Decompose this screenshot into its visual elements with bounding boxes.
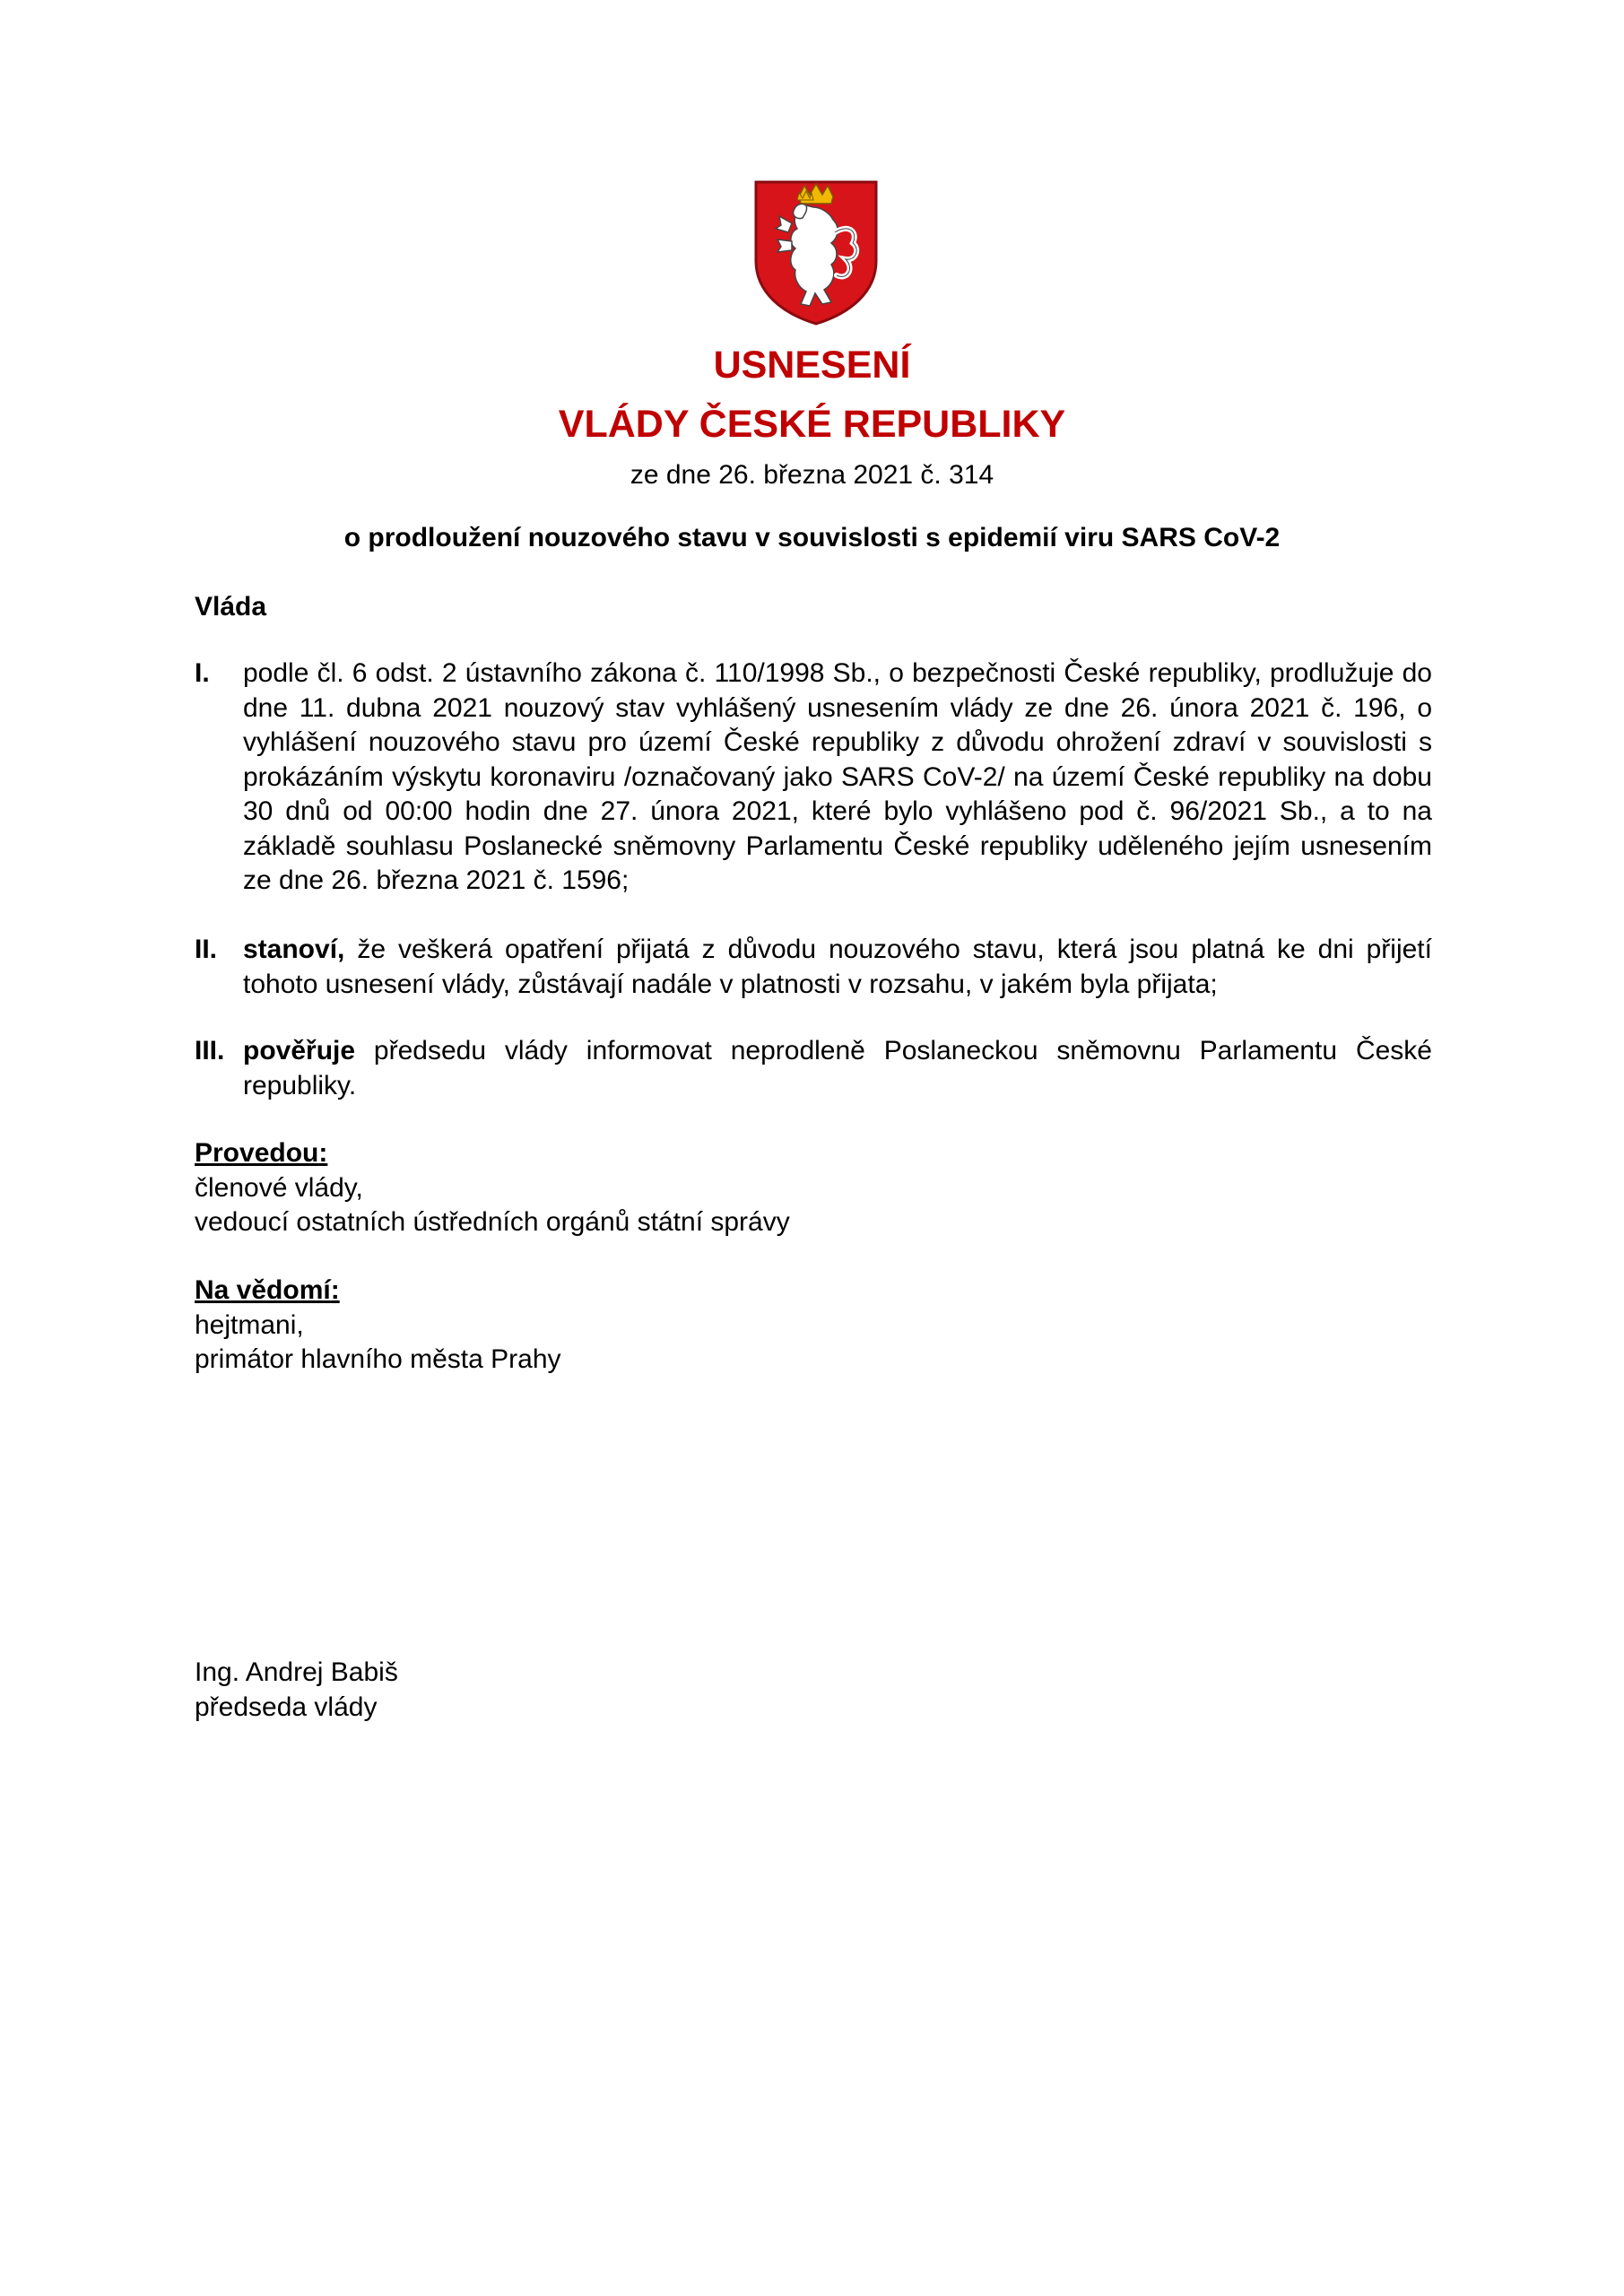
item-text: že veškerá opatření přijatá z důvodu nouzového stavu, která jsou platná ke dni přijetí tohoto usnesení vlády, zůstávají nadále v platnosti v rozsahu, v jakém byla přijata;: [243, 935, 1432, 999]
notice-heading-colon: :: [330, 1275, 340, 1305]
resolution-lead: Vláda: [195, 592, 267, 622]
notice-heading: [195, 1274, 561, 1309]
execution-block: [195, 1136, 790, 1240]
signatory-name: Ing. Andrej Babiš: [195, 1657, 398, 1687]
notice-block: [195, 1274, 561, 1378]
document-title: USNESENÍ: [713, 344, 911, 387]
item-verb: pověřuje: [243, 1036, 356, 1065]
signature-block: [195, 1656, 398, 1725]
document-subtitle: VLÁDY ČESKÉ REPUBLIKY: [558, 403, 1066, 446]
czech-coat-of-arms-icon: [752, 178, 880, 327]
execution-heading-colon: :: [318, 1138, 328, 1168]
resolution-item-3: [195, 1034, 1432, 1103]
notice-heading-text: Na vědomí: [195, 1275, 331, 1305]
item-body: [243, 1034, 1432, 1103]
execution-heading: [195, 1136, 790, 1171]
notice-line: hejtmani,: [195, 1309, 304, 1340]
item-number: I.: [195, 658, 210, 688]
item-text: předsedu vlády informovat neprodleně Poslaneckou sněmovnu Parlamentu České republiky.: [243, 1036, 1432, 1100]
item-verb: stanoví,: [243, 935, 345, 964]
item-body: [243, 933, 1432, 1002]
resolution-subject: o prodloužení nouzového stavu v souvislosti s epidemií viru SARS CoV-2: [343, 523, 1281, 552]
execution-heading-text: Provedou: [195, 1138, 319, 1168]
execution-line: vedoucí ostatních ústředních orgánů státní správy: [195, 1207, 790, 1237]
resolution-item-1: [195, 657, 1432, 899]
notice-line: primátor hlavního města Prahy: [195, 1344, 561, 1374]
resolution-item-2: [195, 933, 1432, 1002]
signatory-role: předseda vlády: [195, 1692, 378, 1722]
item-body: [243, 657, 1432, 899]
item-number: II.: [195, 935, 218, 964]
item-number: III.: [195, 1036, 225, 1065]
execution-line: členové vlády,: [195, 1172, 363, 1203]
resolution-date-line: ze dne 26. března 2021 č. 314: [630, 460, 994, 490]
item-text: podle čl. 6 odst. 2 ústavního zákona č. 110/1998 Sb., o bezpečnosti České republiky, prodlužuje do dne 11. dubna 2021 nouzový stav vyhlášený usnesením vlády ze dne 26. února 2021 č. 196, o vyhlášení nouzového stavu pro území České republiky z důvodu ohrožení zdraví v souvislosti s prokázáním výskytu koronaviru /označovaný jako SARS CoV-2/ na území České republiky na dobu 30 dnů od 00:00 hodin dne 27. února 2021, které bylo vyhlášeno pod č. 96/2021 Sb., a to na základě souhlasu Poslanecké sněmovny Parlamentu České republiky uděleného jejím usnesením ze dne 26. března 2021 č. 1596;: [243, 658, 1432, 895]
